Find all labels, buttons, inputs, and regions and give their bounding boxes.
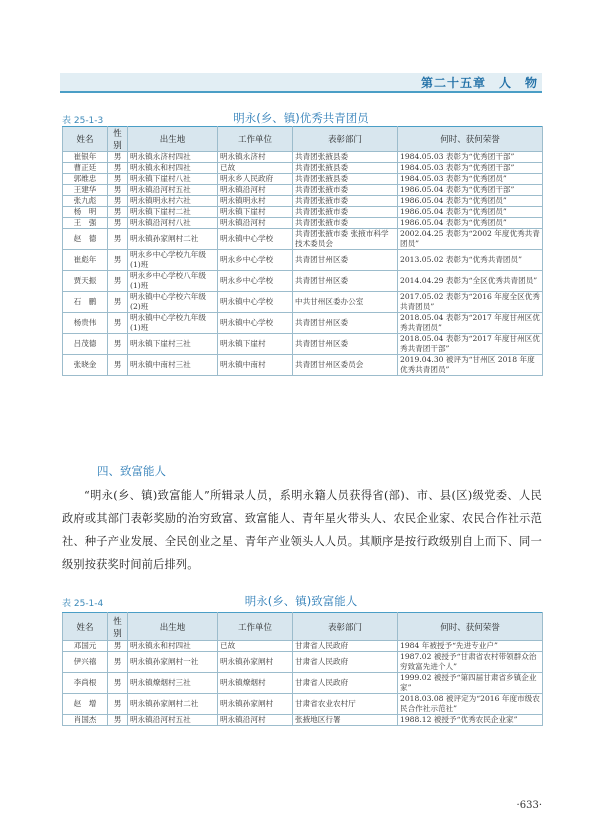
table-cell: 郭维忠 [63, 174, 108, 185]
table-row [63, 250, 543, 271]
table-cell: 甘肃省人民政府 [293, 652, 398, 673]
table-cell: 伊兴禧 [63, 652, 108, 673]
table-cell: 明永镇下崖村八社 [128, 174, 218, 185]
table-cell: 张晓金 [63, 355, 108, 376]
table2-caption: 表 25-1-4 [62, 599, 104, 609]
table-cell: 共青团张掖市委 [293, 218, 398, 229]
table-cell: 甘肃省农业农村厅 [293, 694, 398, 715]
table-cell: 明永镇沿河村五社 [128, 715, 218, 726]
table-cell: 明永镇孙家闸村二社 [128, 694, 218, 715]
table-cell: 明永镇中心学校九年级(1)班 [128, 313, 218, 334]
column-header: 出生地 [128, 613, 218, 641]
table-cell: 明永镇永济村四社 [128, 152, 218, 163]
table-row [63, 218, 543, 229]
column-header: 出生地 [128, 127, 218, 152]
table-cell: 明永镇中心学校 [218, 313, 293, 334]
table-cell: 1986.05.04 表彰为“优秀团员” [398, 196, 543, 207]
table-cell: 明永镇燎烟村 [218, 673, 293, 694]
table-cell: 男 [108, 355, 128, 376]
table-cell: 已故 [218, 641, 293, 652]
table-cell: 明永乡中心学校九年级(1)班 [128, 250, 218, 271]
table-cell: 明永镇下崖村二社 [128, 207, 218, 218]
table-cell: 贾天振 [63, 271, 108, 292]
table-cell: 明永镇中心学校 [218, 292, 293, 313]
table-cell: 男 [108, 292, 128, 313]
table-cell: 共青团甘州区委 [293, 313, 398, 334]
table-cell: 明永镇下崖村 [218, 207, 293, 218]
table-cell: 邓国元 [63, 641, 108, 652]
table1-caption: 表 25-1-3 [62, 116, 104, 126]
table-cell: 明永镇中南村 [218, 355, 293, 376]
table-cell: 明永镇永济村 [218, 152, 293, 163]
table-cell: 1984.05.03 表彰为“优秀团员” [398, 174, 543, 185]
table-cell: 吕茂德 [63, 334, 108, 355]
table-cell: 男 [108, 185, 128, 196]
table-cell: 2019.04.30 被评为“甘州区 2018 年度优秀共青团员” [398, 355, 543, 376]
table-cell: 明永镇中心学校 [218, 229, 293, 250]
table-cell: 2018.03.08 被评定为“2016 年度市级农民合作社示范社” [398, 694, 543, 715]
table-cell: 男 [108, 174, 128, 185]
table-row [63, 207, 543, 218]
table-cell: 1986.05.04 表彰为“优秀团员” [398, 207, 543, 218]
table-cell: 男 [108, 652, 128, 673]
table-row [63, 334, 543, 355]
table-row [63, 185, 543, 196]
table-cell: 共青团张掖县委 [293, 163, 398, 174]
table-cell: 共青团张掖县委 [293, 174, 398, 185]
table-cell: 明永镇孙家闸村二社 [128, 229, 218, 250]
table-cell: 明永镇沿河村 [218, 218, 293, 229]
table-cell: 2002.04.25 表彰为“2002 年度优秀共青团员” [398, 229, 543, 250]
table-row [63, 163, 543, 174]
table-cell: 崔银年 [63, 152, 108, 163]
table-cell: 明永镇沿河村八社 [128, 218, 218, 229]
table-cell: 明永镇明永村 [218, 196, 293, 207]
table-cell: 共青团甘州区委 [293, 271, 398, 292]
table-cell: 男 [108, 673, 128, 694]
chapter-title: 第二十五章 人 物 [420, 76, 538, 90]
table2-title: 明永(乡、镇)致富能人 [244, 594, 358, 608]
table-cell: 共青团甘州区委员会 [293, 355, 398, 376]
table-row [63, 229, 543, 250]
column-header: 性别 [108, 127, 128, 152]
table-row [63, 313, 543, 334]
table-cell: 明永乡人民政府 [218, 174, 293, 185]
table-row [63, 196, 543, 207]
table-cell: 崔彪年 [63, 250, 108, 271]
table-cell: 2018.05.04 表彰为“2017 年度甘州区优秀共青团员” [398, 313, 543, 334]
table1-title: 明永(乡、镇)优秀共青团员 [233, 111, 369, 125]
column-header: 何时、获何荣誉 [398, 127, 543, 152]
table-cell: 中共甘州区委办公室 [293, 292, 398, 313]
table1-body [63, 152, 543, 376]
table-cell: 2014.04.29 表彰为“全区优秀共青团员” [398, 271, 543, 292]
table-cell: 男 [108, 641, 128, 652]
table-cell: 明永镇永和村四社 [128, 163, 218, 174]
table-cell: 男 [108, 694, 128, 715]
column-header: 何时、获何荣誉 [398, 613, 543, 641]
table-row [63, 673, 543, 694]
table-cell: 杨贵伟 [63, 313, 108, 334]
table-cell: 1999.02 被授予“第四届甘肃省乡镇企业家” [398, 673, 543, 694]
table-cell: 1984 年被授予“先进专业户” [398, 641, 543, 652]
table-wealth-leaders [62, 612, 543, 726]
table-cell: 赵 德 [63, 229, 108, 250]
header-rule [60, 91, 542, 93]
table-cell: 1984.05.03 表彰为“优秀团干部” [398, 152, 543, 163]
table-cell: 共青团张掖市委 张掖市科学技术委员会 [293, 229, 398, 250]
table-cell: 明永镇明永村六社 [128, 196, 218, 207]
table-cell: 明永乡中心学校八年级(1)班 [128, 271, 218, 292]
section-paragraph: “明永(乡、镇)致富能人”所辑录人员，系明永籍人员获得省(部)、市、县(区)级党委、人民政府或其部门表彰奖励的治穷致富、致富能人、青年星火带头人、农民企业家、农民合作社示范社、种子产业发展、全民创业之星、青年产业领头人人员。其顺序是按行政级别自上而下、同一级别按获奖时间前后排列。 [62, 489, 542, 571]
table-cell: 甘肃省人民政府 [293, 673, 398, 694]
table-cell: 明永镇燎烟村三社 [128, 673, 218, 694]
column-header: 表彰部门 [293, 127, 398, 152]
table-cell: 赵 增 [63, 694, 108, 715]
table-cell: 男 [108, 334, 128, 355]
column-header: 表彰部门 [293, 613, 398, 641]
column-header: 工作单位 [218, 127, 293, 152]
table-cell: 共青团张掖县委 [293, 152, 398, 163]
table-cell: 明永镇沿河村 [218, 715, 293, 726]
table-cell: 男 [108, 152, 128, 163]
column-header: 姓名 [63, 613, 108, 641]
section-heading: 四、致富能人 [97, 464, 166, 478]
table1-header-row [63, 127, 543, 152]
table-cell: 王建华 [63, 185, 108, 196]
table-cell: 甘肃省人民政府 [293, 641, 398, 652]
table-row [63, 174, 543, 185]
table-cell: 1988.12 被授予“优秀农民企业家” [398, 715, 543, 726]
table-cell: 男 [108, 207, 128, 218]
table-row [63, 694, 543, 715]
table-row [63, 641, 543, 652]
table-cell: 明永镇下崖村三社 [128, 334, 218, 355]
table2-header-row [63, 613, 543, 641]
table-cell: 明永镇中心学校六年级(2)班 [128, 292, 218, 313]
table-cell: 男 [108, 229, 128, 250]
table-cell: 明永乡中心学校 [218, 250, 293, 271]
table-cell: 王 强 [63, 218, 108, 229]
table-cell: 1984.05.03 表彰为“优秀团干部” [398, 163, 543, 174]
table-honored-league-members [62, 126, 543, 376]
table-row [63, 652, 543, 673]
table-cell: 1986.05.04 表彰为“优秀团干部” [398, 185, 543, 196]
table-cell: 明永镇中南村三社 [128, 355, 218, 376]
table-row [63, 715, 543, 726]
table-cell: 明永镇孙家闸村 [218, 694, 293, 715]
table-cell: 男 [108, 250, 128, 271]
table-cell: 明永镇沿河村五社 [128, 185, 218, 196]
table-cell: 明永镇沿河村 [218, 185, 293, 196]
table-cell: 张掖地区行署 [293, 715, 398, 726]
column-header: 姓名 [63, 127, 108, 152]
table-cell: 男 [108, 271, 128, 292]
table-cell: 男 [108, 313, 128, 334]
table-cell: 男 [108, 163, 128, 174]
table-cell: 肖国杰 [63, 715, 108, 726]
table-cell: 李尚根 [63, 673, 108, 694]
table-cell: 男 [108, 218, 128, 229]
table-row [63, 271, 543, 292]
table-cell: 共青团张掖市委 [293, 185, 398, 196]
column-header: 性别 [108, 613, 128, 641]
table-cell: 明永镇孙家闸村一社 [128, 652, 218, 673]
table-cell: 2017.05.02 表彰为“2016 年度全区优秀共青团员” [398, 292, 543, 313]
table2-body [63, 641, 543, 726]
table-cell: 共青团甘州区委 [293, 334, 398, 355]
table-cell: 明永乡中心学校 [218, 271, 293, 292]
table-cell: 男 [108, 715, 128, 726]
table-cell: 明永镇下崖村 [218, 334, 293, 355]
table-cell: 共青团甘州区委 [293, 250, 398, 271]
table-cell: 明永镇孙家闸村 [218, 652, 293, 673]
page-number: ·633· [516, 800, 542, 811]
column-header: 工作单位 [218, 613, 293, 641]
table-cell: 共青团张掖市委 [293, 196, 398, 207]
table-cell: 1986.05.04 表彰为“优秀团员” [398, 218, 543, 229]
table-cell: 2013.05.02 表彰为“优秀共青团员” [398, 250, 543, 271]
table-row [63, 292, 543, 313]
table-cell: 曹正廷 [63, 163, 108, 174]
table-cell: 明永镇永和村四社 [128, 641, 218, 652]
table-cell: 石 鹏 [63, 292, 108, 313]
table-cell: 2018.05.04 表彰为“2017 年度甘州区优秀共青团干部” [398, 334, 543, 355]
table-cell: 1987.02 被授予“甘肃省农村带领群众治穷致富先进个人” [398, 652, 543, 673]
table-row [63, 152, 543, 163]
table-row [63, 355, 543, 376]
table-cell: 共青团张掖市委 [293, 207, 398, 218]
table-cell: 张九彪 [63, 196, 108, 207]
table-cell: 男 [108, 196, 128, 207]
table-cell: 已故 [218, 163, 293, 174]
table-cell: 杨 明 [63, 207, 108, 218]
